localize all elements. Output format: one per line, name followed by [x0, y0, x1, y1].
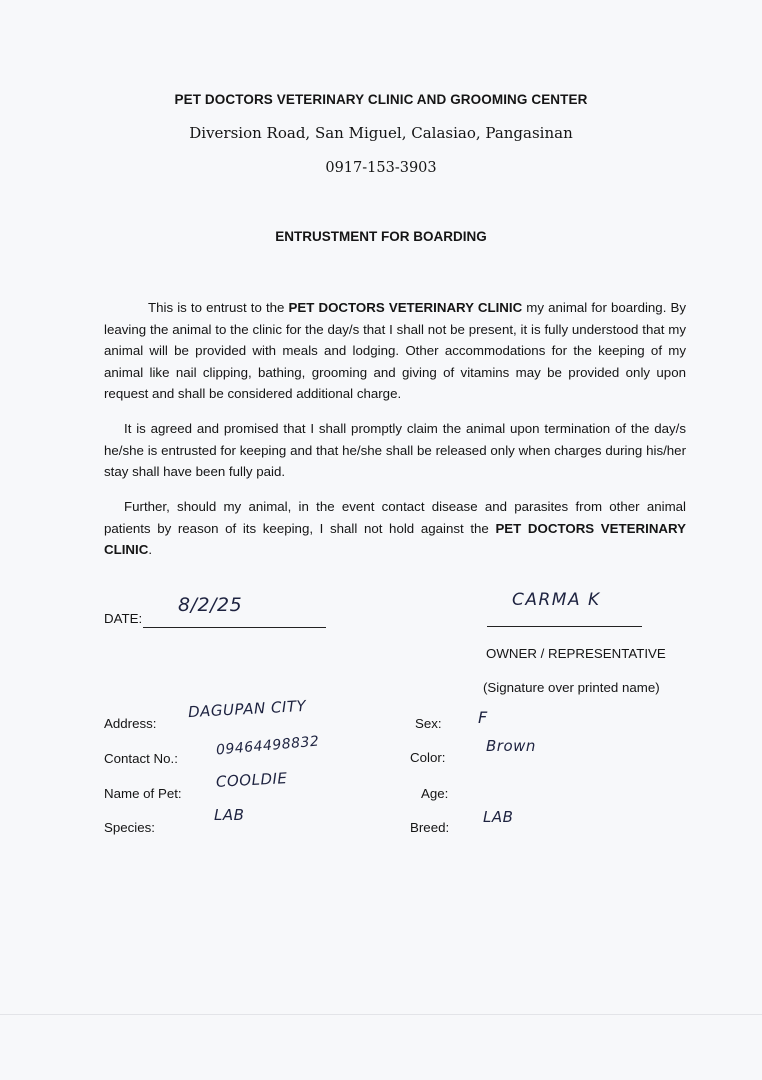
address-label: Address: [104, 716, 157, 731]
sex-value: F [478, 708, 488, 727]
contact-value: 09464498832 [215, 733, 320, 759]
sex-label: Sex: [415, 716, 442, 731]
clinic-phone: 0917-153-3903 [325, 160, 437, 176]
breed-label: Breed: [410, 820, 450, 835]
p1-text-b: my animal for boarding. By leaving the animal to the clinic for the day/s that I shall not be present, it is fully understood that my animal will be provided with meals and lodging. Other accommodations for the keeping of my animal like nail clipping, bathing, grooming and giving of vitamins may be provided only upon request and shall be considered additional charge. [104, 300, 686, 401]
date-line [143, 626, 326, 628]
species-label: Species: [104, 820, 155, 835]
age-label: Age: [421, 786, 449, 801]
p1-text-a: This is to entrust to the [148, 300, 289, 315]
p3-clinic-name: PET DOCTORS VETERINARY CLINIC [104, 520, 686, 557]
p3-text-a: Further, should my animal, in the event contact disease and parasites from other animal patients by reason of its keeping, I shall not hold against the [104, 499, 686, 536]
clinic-address: Diversion Road, San Miguel, Calasiao, Pangasinan [189, 124, 573, 142]
color-label: Color: [410, 750, 446, 765]
paragraph-entrust [104, 297, 686, 405]
p1-clinic-name: PET DOCTORS VETERINARY CLINIC [288, 300, 523, 315]
pet-name-label: Name of Pet: [104, 786, 182, 801]
color-value: Brown [486, 737, 536, 755]
species-value: LAB [214, 806, 245, 824]
clinic-name: PET DOCTORS VETERINARY CLINIC AND GROOMING CENTER [174, 92, 588, 107]
page-fold-line [0, 1014, 762, 1015]
breed-value: LAB [483, 808, 514, 826]
p3-text-b: . [148, 542, 153, 557]
pet-name-value: COOLDIE [215, 769, 288, 791]
owner-note: (Signature over printed name) [483, 680, 660, 695]
contact-label: Contact No.: [104, 751, 178, 766]
signature-line [487, 625, 642, 627]
owner-signature: CARMA K [512, 590, 601, 610]
document-title: ENTRUSTMENT FOR BOARDING [275, 229, 487, 244]
date-label: DATE: [104, 611, 143, 626]
owner-label: OWNER / REPRESENTATIVE [486, 646, 666, 661]
date-value: 8/2/25 [178, 594, 243, 616]
paragraph-claim: It is agreed and promised that I shall promptly claim the animal upon termination of the day/s he/she is entrusted for keeping and that he/she shall be released only when charges during his/her stay shall have been fully paid. [104, 421, 686, 479]
address-value: DAGUPAN CITY [187, 696, 307, 722]
paragraph-liability [104, 496, 686, 561]
